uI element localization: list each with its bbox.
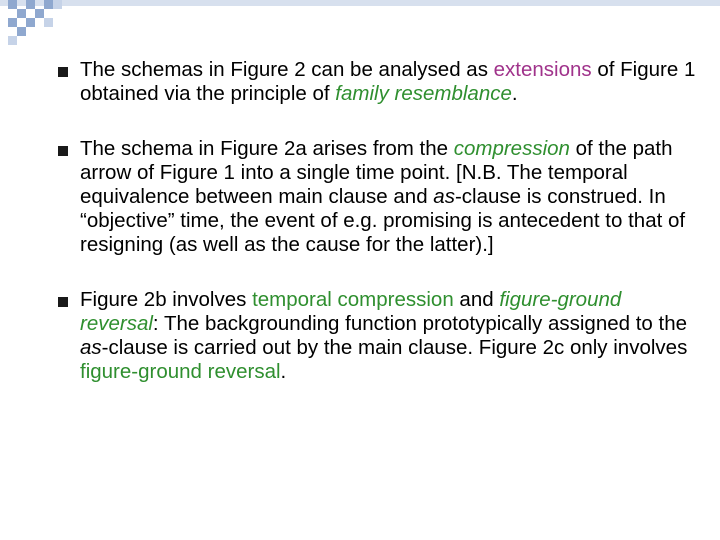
bullet-item-figure-2b (58, 288, 698, 384)
square-bullet-icon (58, 297, 68, 307)
square-bullet-icon (58, 67, 68, 77)
text-run: The schema in Figure 2a arises from the (80, 137, 454, 160)
bullet-text (80, 137, 698, 257)
highlight-extensions: extensions (493, 58, 592, 81)
bullet-text (80, 58, 698, 106)
square-bullet-icon (58, 146, 68, 156)
highlight-temporal-compression: temporal compression (252, 288, 454, 311)
text-run: of Figure 1 obtained via the principle of (80, 58, 696, 105)
text-run: -clause is construed. In “objective” time, the event of e.g. promising is antecedent to that of resigning (as well as the cause for the latter).] (80, 185, 686, 256)
italic-as: as (80, 336, 102, 359)
highlight-figure-ground-reversal: figure-ground reversal (80, 288, 622, 335)
text-run: of the path arrow of Figure 1 into a single time point. [N.B. The temporal equivalence between main clause and (80, 137, 673, 208)
italic-as: as (433, 185, 455, 208)
text-run: Figure 2b involves (80, 288, 253, 311)
highlight-family-resemblance: family resemblance (335, 82, 512, 105)
bullet-item-compression (58, 137, 698, 257)
text-run: The schemas in Figure 2 can be analysed as (80, 58, 494, 81)
text-run: and (453, 288, 500, 311)
highlight-compression: compression (453, 137, 570, 160)
text-run: . (280, 360, 287, 383)
text-run: : The backgrounding function prototypically assigned to the (152, 312, 688, 335)
bullet-item-extensions (58, 58, 698, 106)
highlight-figure-ground-reversal-2: figure-ground reversal (80, 360, 281, 383)
corner-decoration (0, 0, 720, 60)
text-run: . (511, 82, 518, 105)
text-run: -clause is carried out by the main clause. Figure 2c only involves (101, 336, 688, 359)
bullet-text (80, 288, 698, 384)
slide-content (58, 58, 698, 384)
